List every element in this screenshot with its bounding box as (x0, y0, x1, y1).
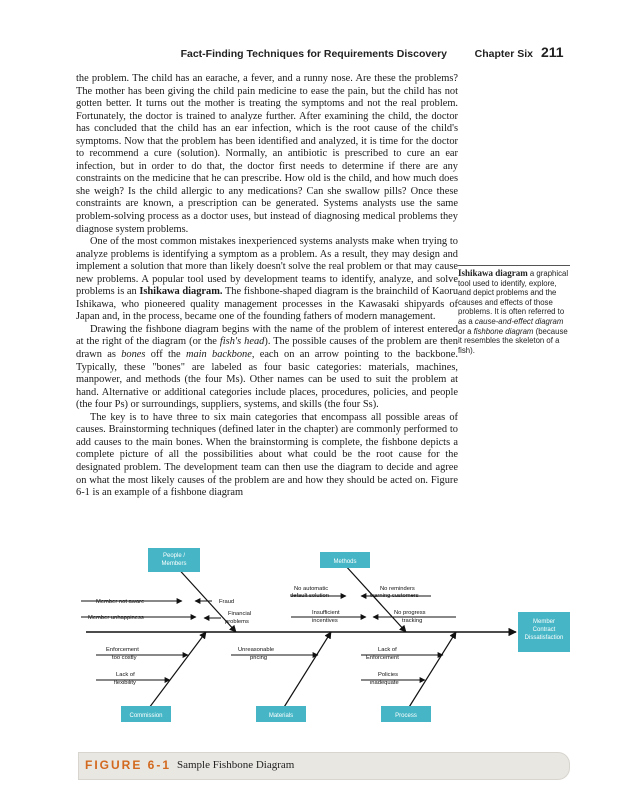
bone-process (406, 632, 456, 712)
cause-lack-of-flexibility: Lack of flexibility (114, 672, 136, 686)
margin-definition: Ishikawa diagram a graphical tool used to identify, explore, and depict problems and the causes and effects of those problems. It is often referred to as a cause-and-effect diagram or a fishbone diagram (because it resembles the skeleton of a fish). (458, 265, 570, 355)
box-materials-label: Materials (268, 713, 294, 719)
running-head-title: Fact-Finding Techniques for Requirements Discovery (180, 48, 447, 60)
bone-materials (281, 632, 331, 712)
box-process-label: Process (395, 713, 417, 719)
cause-insufficient-incentives: Insufficient incentives (312, 610, 340, 624)
caption-text: Sample Fishbone Diagram (177, 759, 295, 771)
term-ishikawa: Ishikawa diagram. (139, 286, 223, 298)
box-methods-label: Methods (333, 559, 357, 565)
cause-financial-problems: Financial problems (225, 611, 252, 625)
cause-no-progress-tracking: No progress tracking (394, 610, 426, 624)
box-people (148, 548, 200, 572)
cause-no-reminders: No reminders warning customers (370, 586, 419, 599)
paragraph-3: Drawing the fishbone diagram begins with the name of the problem of interest entered at the right of the diagram (or the fish's head). The possible causes of the problem are then drawn as bones off the main backbone, each on an arrow pointing to the backbone. Typically, these "bones" are labeled as four basic categories: materials, machines, manpower, and methods (the four Ms). Other names can be used to suit the problem at hand. Alternative or additional categories include places, procedures, policies, and people (the four Ps) or surroundings, suppliers, systems, and skills (the four Ss). (76, 323, 458, 411)
cause-member-not-aware: Member not aware (96, 599, 145, 605)
cause-fraud: Fraud (219, 599, 235, 605)
cause-unreasonable-pricing: Unreasonable pricing (238, 647, 275, 661)
margin-term: Ishikawa diagram (458, 268, 528, 278)
running-head-chapter: Chapter Six (474, 48, 533, 60)
box-commission-label: Commission (129, 713, 163, 719)
paragraph-1: the problem. The child has an earache, a fever, and a runny nose. Are these the problems? The mother has been giving the child pain medicine to ease the pain, but the child has not gotten better. It turns out the mother is treating the symptoms and not the real problem. Fortunately, the doctor is trained to analyze further. After examining the child, the doctor has concluded that the child has an ear infection, which is the root cause of the child's symptoms. Now that the problem has been identified and analyzed, it is time for the doctor to recommend a cure (solution). Normally, an antibiotic is prescribed to cure an ear infection, but in order to do that, the doctor first needs to determine if there are any constraints on the medicine that he can prescribe. How old is the child, and how much does she weigh? Is the child allergic to any medications? Can she swallow pills? Once these constraints are known, a prescription can be generated. Systems analysts use the same problem-solving process as a doctor uses, but instead of diagnosing medical problems they diagnose system problems. (76, 73, 458, 235)
box-problem-label: Member Contract Dissatisfaction (524, 619, 564, 641)
cause-member-unhappiness: Member unhappiness (88, 615, 144, 621)
cause-no-automatic-default: No automatic default solution (290, 586, 329, 599)
cause-enforcement-too-costly: Enforcement too costly (106, 647, 139, 661)
paragraph-4: The key is to have three to six main categories that encompass all possible areas of causes. Brainstorming techniques (defined later in the chapter) are commonly performed to add causes to the main bones. When the brainstorming is complete, the fishbone depicts a complete picture of all the possibilities about what could be the root cause for the designated problem. The development team can then use the diagram to decide and agree on what the most likely causes of the problem are and how they should be acted on. Figure 6-1 is an example of a fishbone diagram (76, 411, 458, 499)
body-text (76, 73, 458, 500)
cause-lack-of-enforcement: Lack of Enforcement (366, 647, 399, 661)
box-people-label: People / Members (161, 553, 187, 567)
caption-label: FIGURE 6-1 (85, 758, 172, 772)
paragraph-2: One of the most common mistakes inexperienced systems analysts make when trying to analyze problems is identifying a symptom as a problem. As a result, they may design and implement a solution that more than likely doesn't solve the real problem or that may cause new problems. A popular tool used by development teams to identify, analyze, and solve problems is an Ishikawa diagram. The fishbone-shaped diagram is the brainchild of Kaoru Ishikawa, who pioneered quality management processes in the Kawasaki shipyards of Japan and, in the process, became one of the founding fathers of modern management. (76, 236, 459, 323)
bone-commission (146, 632, 206, 712)
cause-policies-inadequate: Policies inadequate (370, 672, 399, 686)
fishbone-diagram (76, 540, 576, 755)
page-number: 211 (541, 44, 564, 60)
running-head (0, 46, 619, 62)
figure-caption (78, 752, 570, 780)
fishbone-figure (76, 540, 576, 755)
